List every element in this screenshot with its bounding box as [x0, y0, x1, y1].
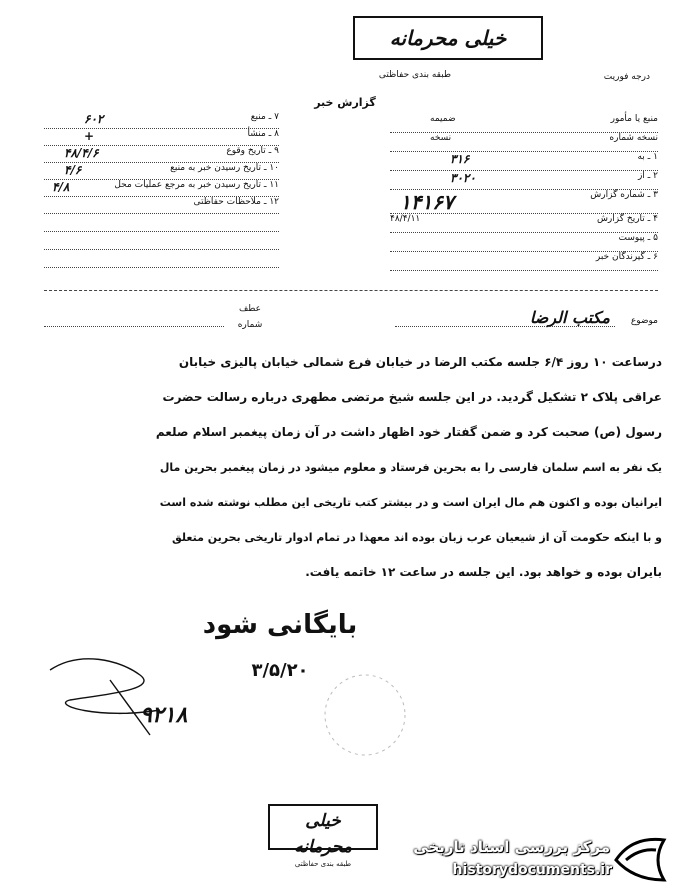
urgency-label: درجه فوریت: [603, 72, 650, 82]
left-fields: [44, 112, 279, 268]
field-value: ۳۰۲۰: [450, 171, 476, 185]
field-label: ۷ ـ منبع: [250, 112, 279, 122]
field-label: ۱۲ ـ ملاحظات حفاظتی: [193, 197, 279, 207]
subject-side-label2: شماره: [237, 320, 263, 330]
field-value: ۳۱۶: [450, 152, 470, 166]
field-row: [44, 129, 279, 146]
field-row: [390, 152, 658, 171]
field-label: ۹ ـ تاریخ وقوع: [226, 146, 279, 156]
body-line: بایران بوده و خواهد بود. این جلسه در ساعت ۱۲ خاتمه یافت.: [305, 565, 662, 579]
field-row: [390, 233, 658, 252]
field-row: [390, 114, 658, 133]
field-value: ۴/۶: [64, 163, 82, 177]
field-label: ۱ ـ به: [637, 152, 658, 162]
right-fields: [390, 108, 658, 271]
field-label: ۱۱ ـ تاریخ رسیدن خبر به مرجع عملیات محل: [114, 180, 279, 190]
left-subject-line: [44, 326, 224, 327]
blank-line: [44, 214, 279, 232]
top-stamp-text: خیلی محرمانه: [389, 26, 507, 50]
blank-line: [44, 250, 279, 268]
blank-line: [44, 232, 279, 250]
field-value: ۴/۸: [52, 180, 70, 194]
field-value: ۶۰۲: [84, 112, 104, 126]
field-label: نسخه شماره: [609, 133, 658, 143]
field-label: ۶ ـ گیرندگان خبر: [595, 252, 658, 262]
field-row: [44, 112, 279, 129]
archive-note: بایگانی شود: [202, 610, 358, 640]
field-row: [390, 171, 658, 190]
field-row: [390, 190, 658, 214]
archive-date: ۳/۵/۲۰: [251, 660, 309, 681]
field-label: ۴ ـ تاریخ گزارش: [596, 214, 658, 224]
body-line: ایرانیان بوده و اکنون هم مال ایران است و در بیشتر کتب تاریخی این مطلب نوشته شده است: [159, 496, 662, 509]
bottom-stamp-sub: طبقه بندی حفاظتی: [294, 860, 352, 868]
field-label: ۱۰ ـ تاریخ رسیدن خبر به منبع: [170, 163, 279, 173]
bottom-classification-stamp: [268, 804, 378, 868]
bottom-stamp-text: خیلی محرمانه: [294, 811, 352, 857]
subject-label: موضوع: [630, 316, 658, 326]
subject-value: مکتب الرضا: [529, 308, 610, 327]
field-row: [44, 146, 279, 163]
field-row: [390, 252, 658, 271]
field-row: [44, 197, 279, 214]
field-label: ۵ ـ پیوست: [618, 233, 658, 243]
field-value: +: [84, 129, 95, 143]
field-row: [390, 133, 658, 152]
report-title: گزارش خبر: [314, 96, 376, 109]
watermark-logo-icon: [612, 830, 672, 886]
top-classification-stamp: [353, 16, 543, 60]
body-line: یک نفر به اسم سلمان فارسی را به بحرین فرستاد و معلوم میشود در زمان پیغمبر بحرین مال: [159, 461, 662, 474]
field-label: ۸ ـ منشأ: [247, 129, 279, 139]
classification-label: طبقه بندی حفاظتی: [378, 70, 452, 80]
watermark-url: historydocuments.ir: [452, 862, 612, 878]
divider: [44, 290, 658, 291]
watermark-name: مرکز بررسی اسناد تاریخی: [413, 838, 610, 856]
body-line: و با اینکه حکومت آن از شیعیان عرب زبان بوده اند معهذا در تمام ادوار تاریخی بحرین متعلق: [172, 531, 662, 544]
subject-line: [395, 326, 615, 327]
field-label: ۲ ـ از: [637, 171, 658, 181]
report-body: [80, 345, 662, 590]
faint-seal: [320, 670, 410, 760]
field-value: [390, 233, 420, 251]
field-row: [44, 163, 279, 180]
body-line: درساعت ۱۰ روز ۶/۴ جلسه مکتب الرضا در خیابان فرع شمالی خیابان پالیزی خیابان: [178, 355, 662, 369]
body-line: رسول (ص) صحبت کرد و ضمن گفتار خود اظهار داشت در آن زمان پیغمبر اسلام صلعم: [155, 425, 662, 439]
field-value: ضمیمه: [430, 114, 456, 124]
body-line: عراقی پلاک ۲ تشکیل گردید. در این جلسه شیخ مرتضی مطهری درباره رسالت حضرت: [162, 390, 662, 404]
field-row: [44, 180, 279, 197]
field-value: نسخه: [430, 133, 452, 143]
subject-side-label: عطف: [238, 304, 262, 314]
field-value: ۱۴۱۶۷: [400, 190, 454, 214]
field-label: منبع یا مأمور: [610, 114, 658, 124]
field-label: ۳ ـ شماره گزارش: [590, 190, 658, 200]
field-value: ۴۸/۴/۱۱: [390, 214, 421, 224]
field-row: [390, 214, 658, 233]
field-value: ۴۸/۴/۶: [64, 146, 99, 160]
signature-number: ۹۲۱۸: [140, 702, 188, 728]
